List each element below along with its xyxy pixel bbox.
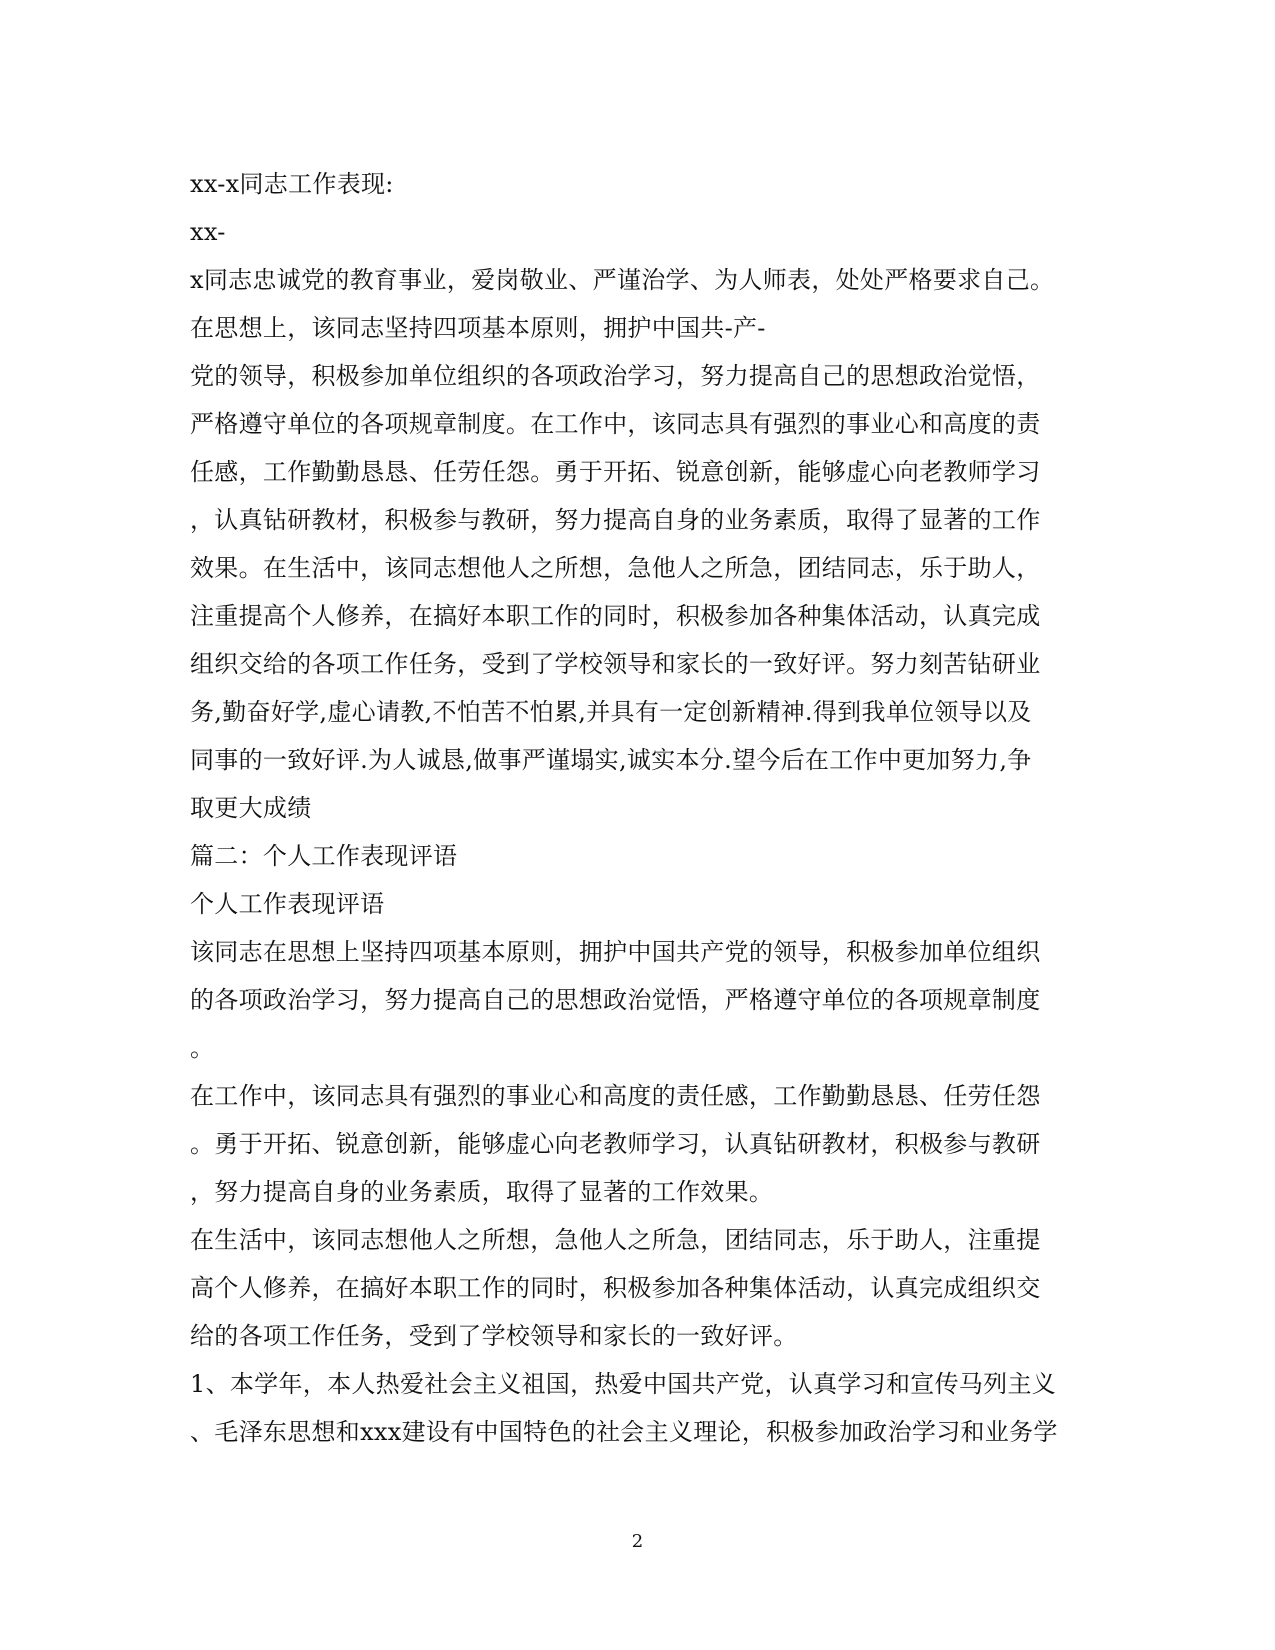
text-line: 党的领导，积极参加单位组织的各项政治学习，努力提高自己的思想政治觉悟， xyxy=(190,362,1041,390)
text-line: 在思想上，该同志坚持四项基本原则，拥护中国共-产- xyxy=(190,314,766,342)
text-line: 效果。在生活中，该同志想他人之所想，急他人之所急，团结同志，乐于助人， xyxy=(190,554,1041,582)
text-line: xx- xyxy=(190,218,226,246)
text-line: ，认真钻研教材，积极参与教研，努力提高自身的业务素质，取得了显著的工作 xyxy=(190,506,1041,534)
text-line: x同志忠诚党的教育事业，爱岗敬业、严谨治学、为人师表，处处严格要求自己。 xyxy=(190,266,1055,294)
text-line: 同事的一致好评.为人诚恳,做事严谨塌实,诚实本分.望今后在工作中更加努力,争 xyxy=(190,746,1032,774)
text-line: 给的各项工作任务，受到了学校领导和家长的一致好评。 xyxy=(190,1322,798,1350)
text-line: 高个人修养，在搞好本职工作的同时，积极参加各种集体活动，认真完成组织交 xyxy=(190,1274,1041,1302)
section-subheading: 个人工作表现评语 xyxy=(190,890,385,918)
text-line: 组织交给的各项工作任务，受到了学校领导和家长的一致好评。努力刻苦钻研业 xyxy=(190,650,1041,678)
text-line: 该同志在思想上坚持四项基本原则，拥护中国共产党的领导，积极参加单位组织 xyxy=(190,938,1041,966)
text-line: 严格遵守单位的各项规章制度。在工作中，该同志具有强烈的事业心和高度的责 xyxy=(190,410,1041,438)
text-line: 。 xyxy=(190,1034,215,1062)
text-line: xx-x同志工作表现: xyxy=(190,170,394,198)
text-line: 。勇于开拓、锐意创新，能够虚心向老教师学习，认真钻研教材，积极参与教研 xyxy=(190,1130,1041,1158)
text-line: 1、本学年，本人热爱社会主义祖国，热爱中国共产党，认真学习和宣传马列主义 xyxy=(190,1370,1057,1398)
body-text xyxy=(190,160,1090,1456)
text-line: ，努力提高自身的业务素质，取得了显著的工作效果。 xyxy=(190,1178,774,1206)
text-line: 务,勤奋好学,虚心请教,不怕苦不怕累,并具有一定创新精神.得到我单位领导以及 xyxy=(190,698,1032,726)
text-line: 注重提高个人修养，在搞好本职工作的同时，积极参加各种集体活动，认真完成 xyxy=(190,602,1041,630)
page-number: 2 xyxy=(631,1531,644,1552)
text-line: 任感，工作勤勤恳恳、任劳任怨。勇于开拓、锐意创新，能够虚心向老教师学习 xyxy=(190,458,1041,486)
text-line: 取更大成绩 xyxy=(190,794,312,822)
text-line: 、毛泽东思想和xxx建设有中国特色的社会主义理论，积极参加政治学习和业务学 xyxy=(190,1418,1058,1446)
text-line: 的各项政治学习，努力提高自己的思想政治觉悟，严格遵守单位的各项规章制度 xyxy=(190,986,1041,1014)
text-line: 在生活中，该同志想他人之所想，急他人之所急，团结同志，乐于助人，注重提 xyxy=(190,1226,1041,1254)
text-line: 在工作中，该同志具有强烈的事业心和高度的责任感，工作勤勤恳恳、任劳任怨 xyxy=(190,1082,1041,1110)
section-heading: 篇二：个人工作表现评语 xyxy=(190,842,458,870)
